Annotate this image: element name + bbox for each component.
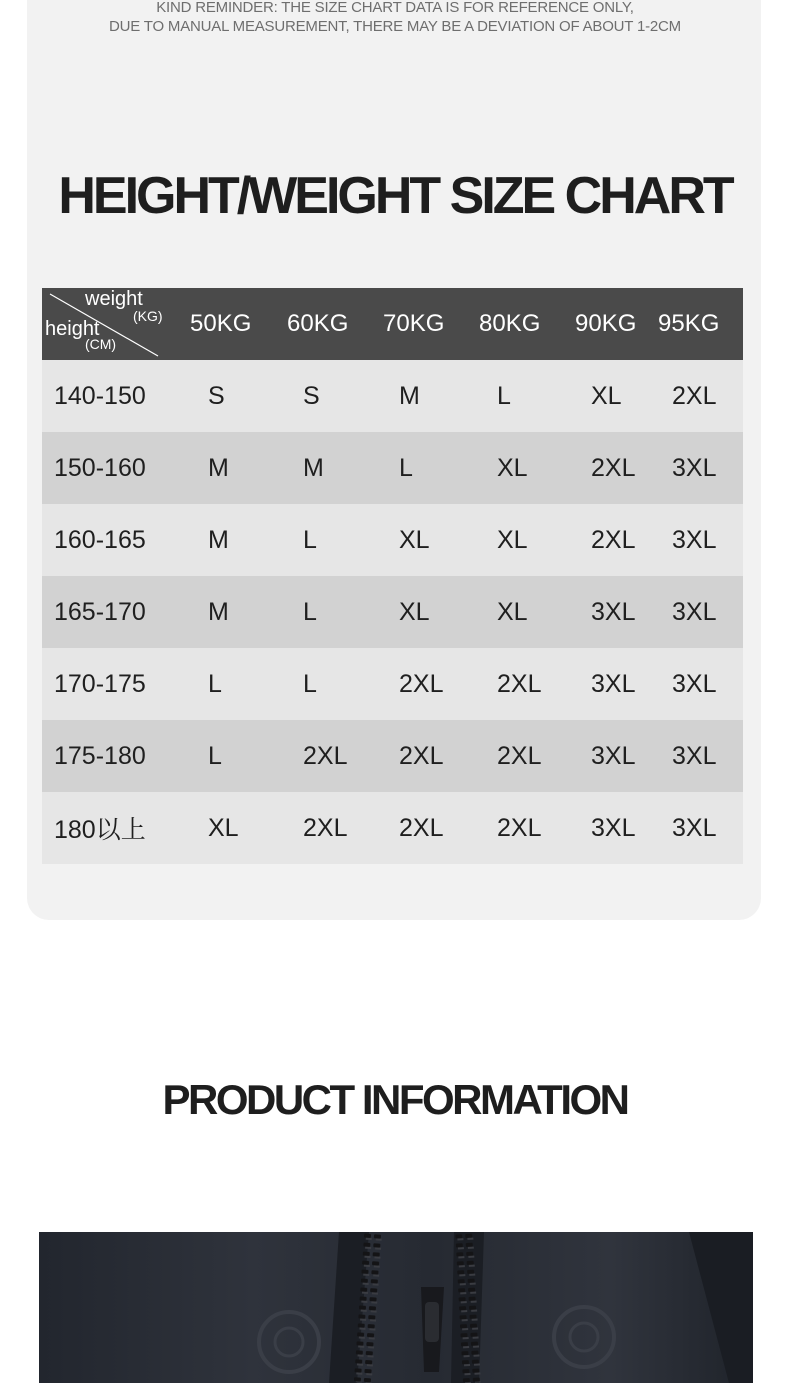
row-height-label: 175-180 <box>42 720 190 792</box>
size-cell: 3XL <box>658 432 743 504</box>
corner-weight-unit: (KG) <box>133 308 163 324</box>
size-cell: L <box>479 360 575 432</box>
column-header: 70KG <box>383 288 479 360</box>
row-height-label: 150-160 <box>42 432 190 504</box>
size-cell: M <box>190 432 287 504</box>
size-cell: 3XL <box>658 576 743 648</box>
size-cell: 3XL <box>575 720 658 792</box>
table-row <box>42 576 743 648</box>
size-cell: L <box>190 648 287 720</box>
size-cell: XL <box>575 360 658 432</box>
reminder-line-1: KIND REMINDER: THE SIZE CHART DATA IS FOR REFERENCE ONLY, <box>156 0 634 16</box>
size-cell: L <box>190 720 287 792</box>
size-cell: 3XL <box>575 576 658 648</box>
size-cell: XL <box>190 792 287 864</box>
size-cell: 3XL <box>658 504 743 576</box>
size-cell: XL <box>479 576 575 648</box>
product-information-title: PRODUCT INFORMATION <box>162 1076 628 1123</box>
kind-reminder <box>0 0 790 36</box>
size-cell: XL <box>383 504 479 576</box>
column-header: 60KG <box>287 288 383 360</box>
size-cell: 2XL <box>383 792 479 864</box>
table-corner-cell <box>42 288 190 360</box>
zipper-jacket-image <box>39 1232 753 1383</box>
size-cell: L <box>287 504 383 576</box>
size-cell: M <box>190 504 287 576</box>
size-cell: 3XL <box>658 792 743 864</box>
column-header: 90KG <box>575 288 658 360</box>
size-cell: 2XL <box>383 648 479 720</box>
row-height-label: 180以上 <box>42 792 190 864</box>
size-cell: 3XL <box>575 792 658 864</box>
size-cell: 3XL <box>575 648 658 720</box>
size-cell: 2XL <box>479 720 575 792</box>
table-header-row <box>42 288 743 360</box>
size-cell: M <box>383 360 479 432</box>
size-table <box>42 288 743 864</box>
size-cell: 3XL <box>658 648 743 720</box>
size-cell: M <box>190 576 287 648</box>
row-height-label: 165-170 <box>42 576 190 648</box>
size-cell: S <box>287 360 383 432</box>
size-cell: L <box>287 648 383 720</box>
size-cell: XL <box>479 432 575 504</box>
column-header: 80KG <box>479 288 575 360</box>
size-cell: M <box>287 432 383 504</box>
size-cell: 2XL <box>383 720 479 792</box>
row-height-label: 160-165 <box>42 504 190 576</box>
size-chart-title: HEIGHT/WEIGHT SIZE CHART <box>58 167 732 225</box>
corner-height-label: height <box>45 318 100 340</box>
row-height-label: 140-150 <box>42 360 190 432</box>
size-cell: 2XL <box>575 504 658 576</box>
size-cell: XL <box>479 504 575 576</box>
table-row <box>42 792 743 864</box>
size-cell: 2XL <box>479 792 575 864</box>
size-cell: 2XL <box>287 792 383 864</box>
size-cell: 2XL <box>658 360 743 432</box>
reminder-line-2: DUE TO MANUAL MEASUREMENT, THERE MAY BE A DEVIATION OF ABOUT 1-2CM <box>109 18 681 35</box>
size-cell: 2XL <box>287 720 383 792</box>
size-cell: 2XL <box>575 432 658 504</box>
table-row <box>42 360 743 432</box>
size-cell: XL <box>383 576 479 648</box>
size-cell: L <box>287 576 383 648</box>
table-row <box>42 504 743 576</box>
table-row <box>42 720 743 792</box>
column-header: 50KG <box>190 288 287 360</box>
size-cell: 2XL <box>479 648 575 720</box>
size-cell: 3XL <box>658 720 743 792</box>
column-header: 95KG <box>658 288 743 360</box>
corner-weight-label: weight <box>85 288 143 310</box>
size-cell: L <box>383 432 479 504</box>
size-cell: S <box>190 360 287 432</box>
row-height-label: 170-175 <box>42 648 190 720</box>
table-row <box>42 648 743 720</box>
corner-height-unit: (CM) <box>85 336 117 352</box>
product-photo <box>39 1232 753 1383</box>
table-row <box>42 432 743 504</box>
